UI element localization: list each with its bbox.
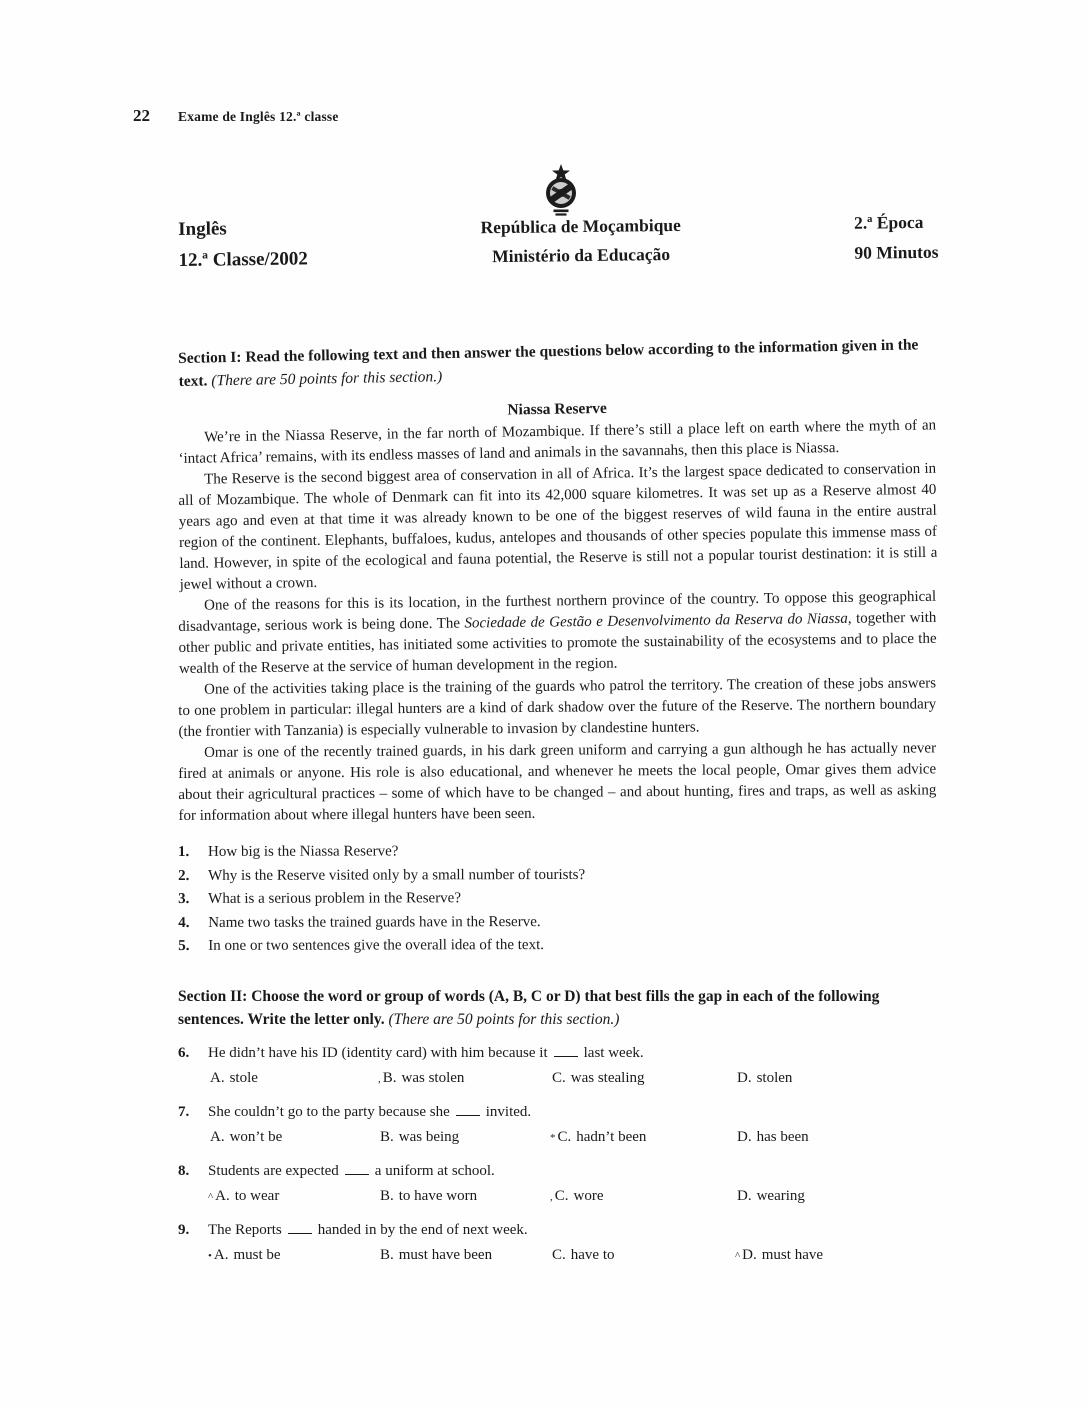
question-text: What is a serious problem in the Reserve?	[208, 890, 462, 907]
paragraph-3	[178, 587, 937, 680]
options-row	[208, 1127, 936, 1149]
option-text: won’t be	[229, 1128, 283, 1145]
question-text	[208, 1220, 936, 1241]
paragraph-1: We’re in the Niassa Reserve, in the far north of Mozambique. If there’s still a place left on earth where the myth of an ‘intact Africa’ remains, with its endless masses of land and animals in the savannahs, then this place is Niassa.	[178, 417, 937, 467]
option-label: A.	[210, 1128, 225, 1145]
option-b	[378, 1186, 550, 1208]
option-text: to wear	[234, 1187, 280, 1204]
option-d	[735, 1068, 936, 1090]
question-stem	[178, 1220, 936, 1241]
question-number: 8.	[178, 1162, 190, 1179]
stem-after: invited.	[485, 1103, 532, 1120]
paragraph-3-italic: Sociedade de Gestão e Desenvolvimento da Reserva do Niassa	[464, 610, 848, 632]
paragraph-3-post: , together with other public and private entities, has initiated some activities to promote the sustainability of the ecosystems and to place the wealth of the Reserve at the service of human development in the region.	[178, 609, 937, 677]
option-text: have to	[570, 1246, 615, 1263]
pen-mark: ^	[735, 1249, 741, 1262]
paragraph-3-pre: One of the reasons for this is its location, in the furthest northern province of the country. To oppose this geographical disadvantage, serious work is being done. The	[178, 588, 937, 635]
ministry-name: Ministério da Educação	[491, 243, 671, 267]
option-a	[208, 1068, 378, 1090]
section2-heading	[178, 985, 936, 1031]
question-text: How big is the Niassa Reserve?	[208, 843, 399, 860]
option-text: was being	[398, 1128, 460, 1145]
exam-body	[178, 336, 938, 1267]
paragraph-5: Omar is one of the recently trained guards, in his dark green uniform and carrying a gun although he has actually never fired at animals or anyone. His role is also educational, and whenever he meets the local people, Omar gives them advice about their agricultural practices – some of which have to be changed – and about hunting, fires and traps, as well as asking for information about where illegal hunters have been seen.	[178, 740, 937, 824]
blank-gap	[345, 1164, 369, 1174]
pen-mark: •	[208, 1249, 212, 1262]
option-label: A.	[210, 1069, 225, 1086]
option-a	[208, 1127, 378, 1149]
option-c	[550, 1245, 735, 1267]
question-4	[178, 910, 936, 935]
exam-header-right	[854, 205, 939, 268]
exam-duration: 90 Minutos	[854, 241, 939, 263]
option-d	[735, 1186, 936, 1208]
option-text: wore	[573, 1187, 604, 1204]
section1-heading-text: Section I: Read the following text and then answer the questions below according to the information given in the text.	[178, 336, 919, 390]
mcq-question-7	[178, 1102, 936, 1149]
stem-after: last week.	[583, 1044, 644, 1061]
pen-mark: ,	[378, 1072, 381, 1085]
exam-subject: Inglês	[178, 218, 227, 240]
reading-title: Niassa Reserve	[507, 399, 607, 419]
exam-epoch: 2.ª Época	[853, 211, 924, 233]
option-label: B.	[380, 1128, 394, 1145]
stem-before: Students are expected	[208, 1162, 339, 1179]
section2-points-note: (There are 50 points for this section.)	[388, 1010, 620, 1028]
option-text: was stealing	[570, 1069, 645, 1086]
option-label: D.	[737, 1187, 752, 1204]
option-a	[208, 1245, 378, 1267]
question-number: 6.	[178, 1044, 190, 1061]
option-b	[378, 1245, 550, 1267]
stem-before: He didn’t have his ID (identity card) with him because it	[208, 1044, 548, 1061]
option-label: B.	[380, 1187, 394, 1204]
option-label: C.	[554, 1187, 569, 1204]
blank-gap	[554, 1046, 578, 1056]
pen-mark: *	[550, 1131, 556, 1144]
question-3	[178, 886, 936, 911]
running-head	[133, 106, 339, 126]
question-text	[208, 1043, 936, 1064]
stem-after: a uniform at school.	[374, 1162, 495, 1179]
option-d	[735, 1127, 936, 1149]
question-number: 9.	[178, 1221, 190, 1238]
mcq-question-9	[178, 1220, 936, 1267]
options-row	[208, 1068, 936, 1090]
question-number: 4.	[178, 914, 190, 931]
option-label: C.	[552, 1069, 566, 1086]
question-text: In one or two sentences give the overall idea of the text.	[208, 937, 545, 954]
option-b	[378, 1127, 550, 1149]
option-c	[550, 1068, 735, 1090]
pen-mark: ,	[550, 1190, 553, 1203]
stem-before: The Reports	[208, 1221, 282, 1238]
option-label: B.	[380, 1246, 394, 1263]
stem-after: handed in by the end of next week.	[317, 1221, 528, 1238]
exam-header	[178, 205, 939, 276]
question-stem	[178, 1102, 936, 1123]
option-text: to have worn	[398, 1187, 478, 1204]
question-text	[208, 1161, 936, 1182]
section1-heading	[178, 333, 937, 393]
option-text: stole	[229, 1069, 258, 1086]
section1-points-note: (There are 50 points for this section.)	[211, 368, 443, 390]
option-label: D.	[737, 1069, 752, 1086]
options-row	[208, 1245, 936, 1267]
question-1	[178, 839, 936, 864]
option-text: stolen	[756, 1069, 793, 1086]
option-label: D.	[742, 1246, 757, 1263]
option-label: D.	[737, 1128, 752, 1145]
option-text: must have	[761, 1246, 824, 1263]
question-number: 1.	[178, 843, 190, 860]
stem-before: She couldn’t go to the party because she	[208, 1103, 450, 1120]
pen-mark: ^	[208, 1190, 214, 1203]
option-text: must be	[233, 1246, 281, 1263]
question-2	[178, 863, 936, 888]
option-label: B.	[382, 1069, 397, 1086]
question-number: 5.	[178, 937, 190, 954]
option-label: A.	[213, 1246, 229, 1263]
republic-name: República de Moçambique	[480, 214, 681, 238]
option-text: must have been	[398, 1246, 493, 1263]
options-row	[208, 1186, 936, 1208]
mcq-question-8	[178, 1161, 936, 1208]
option-label: A.	[215, 1187, 230, 1204]
question-number: 3.	[178, 890, 190, 907]
question-text	[208, 1102, 936, 1123]
page-number: 22	[133, 106, 150, 125]
exam-header-center	[480, 208, 681, 272]
option-text: was stolen	[401, 1069, 465, 1086]
paragraph-4: One of the activities taking place is the training of the guards who patrol the territory. The creation of these jobs answers to one problem in particular: illegal hunters are a kind of dark shadow over the future of the Reserve. The northern boundary (the frontier with Tanzania) is especially vulnerable to invasion by clandestine hunters.	[178, 675, 937, 740]
question-text: Why is the Reserve visited only by a small number of tourists?	[208, 866, 586, 884]
option-c	[550, 1186, 735, 1208]
option-a	[208, 1186, 378, 1208]
paragraph-2: The Reserve is the second biggest area of conservation in all of Africa. It’s the largest space dedicated to conservation in all of Mozambique. The whole of Denmark can fit into its 42,000 square kilometres. It was set up as a Reserve almost 40 years ago and even at that time it was already known to be one of the biggest reserves of wild fauna in the entire austral region of the continent. Elephants, buffaloes, kudus, antelopes and thousands of other species populate this immense mass of land. However, in spite of the ecological and fauna potential, the Reserve is still not a popular tourist destination: it is still a jewel without a crown.	[178, 460, 938, 593]
option-label: C.	[552, 1246, 566, 1263]
option-text: hadn’t been	[576, 1128, 647, 1145]
option-label: C.	[557, 1128, 572, 1145]
question-5	[178, 933, 936, 958]
question-stem	[178, 1043, 936, 1064]
mcq-question-6	[178, 1043, 936, 1090]
option-b	[378, 1068, 550, 1090]
question-stem	[178, 1161, 936, 1182]
exam-header-left	[178, 212, 308, 276]
question-text: Name two tasks the trained guards have in the Reserve.	[208, 913, 541, 931]
question-number: 7.	[178, 1103, 190, 1120]
section2-heading-text: Section II: Choose the word or group of words (A, B, C or D) that best fills the gap in each of the following sentences. Write the letter only.	[178, 987, 880, 1028]
option-c	[550, 1127, 735, 1149]
section1-questions	[178, 839, 936, 958]
option-d	[735, 1245, 936, 1267]
blank-gap	[288, 1223, 312, 1233]
running-title: Exame de Inglês 12.ª classe	[178, 109, 339, 124]
question-number: 2.	[178, 867, 190, 884]
option-text: has been	[756, 1128, 809, 1145]
option-text: wearing	[756, 1187, 805, 1204]
exam-class-year: 12.ª Classe/2002	[178, 248, 308, 271]
blank-gap	[456, 1105, 480, 1115]
